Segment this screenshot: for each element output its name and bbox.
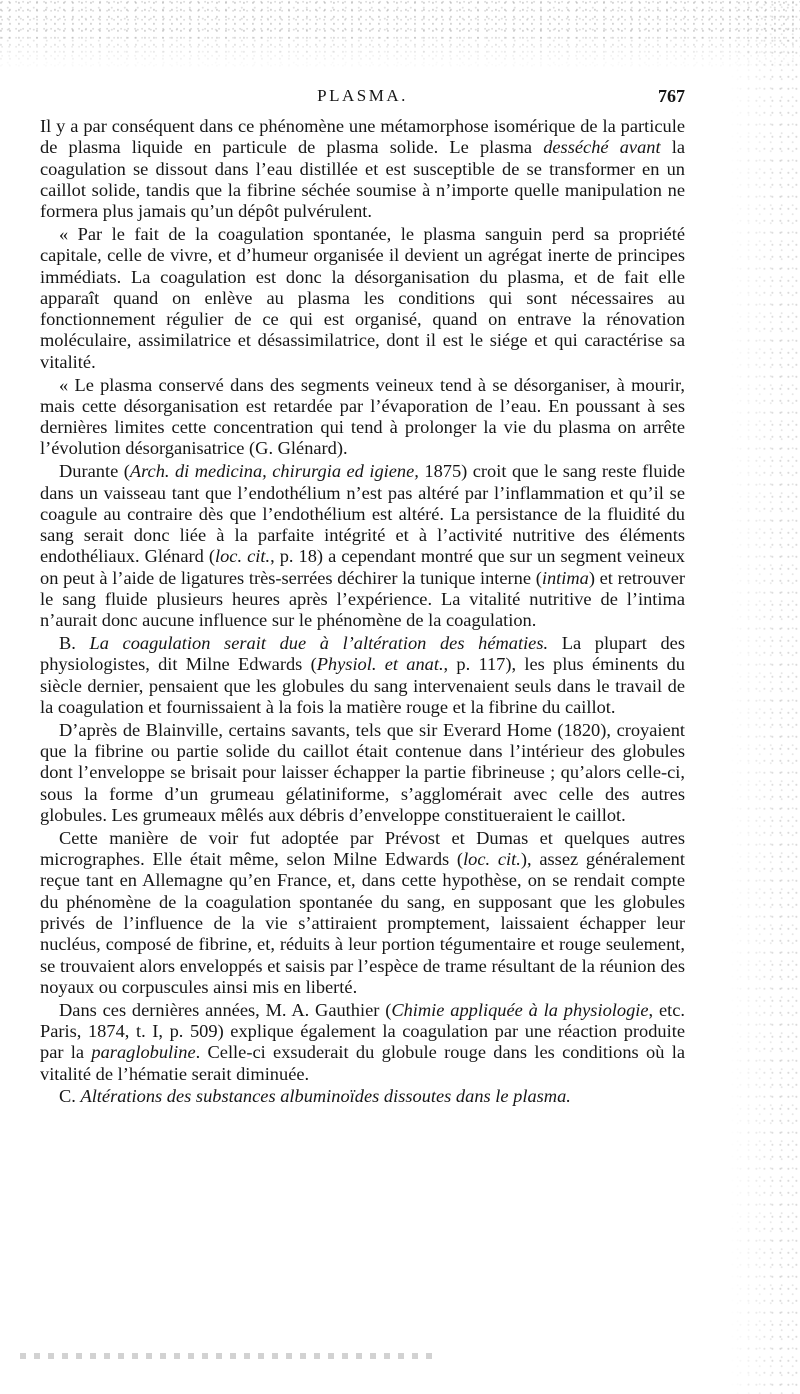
text-run: , p. 18) a cependant montré que sur un segment veineux on peut à l’aide de ligatures très-serrées déchirer la tunique interne ( xyxy=(40,546,685,588)
paragraph-isomeric-metamorphosis xyxy=(40,116,685,222)
text-run: , p. 117), les plus éminents du siècle dernier, pensaient que les globules du sang intervenaient seuls dans le travail de la coagulation et fournissaient à la fois la matière rouge et la fibrine du caillot. xyxy=(40,654,685,718)
italic-run: Chimie appliquée à la physiologie xyxy=(391,999,649,1020)
text-run: la coagulation se dissout dans l’eau distillée et est susceptible de se transformer en un caillot solide, tandis que la fibrine séchée soumise à n’importe quelle manipulation ne formera plus jamais qu’un dépôt pulvérulent. xyxy=(40,137,686,222)
text-run: La plupart des physiologistes, dit Milne Edwards ( xyxy=(40,633,685,675)
paragraph-gauthier xyxy=(40,1000,685,1085)
italic-run: Altérations des substances albuminoïdes dissoutes dans le plasma. xyxy=(80,1086,571,1107)
paragraph-prevost-dumas xyxy=(40,828,685,998)
running-title: PLASMA. xyxy=(317,86,408,105)
italic-run: Physiol. et anat. xyxy=(316,654,444,675)
italic-run: Arch. di medicina, chirurgia ed igiene, xyxy=(129,461,419,482)
text-run: Cette manière de voir fut adoptée par Prévost et Dumas et quelques autres micrographes. Elle était même, selon Milne Edwards ( xyxy=(40,827,685,870)
text-run: , etc. Paris, 1874, t. I, p. 509) explique également la coagulation par une réaction produite par la xyxy=(40,999,685,1063)
text-run: ) et retrouver le sang fluide plusieurs heures après l’expérience. La vitalité nutritive de l’intima n’aurait donc aucune influence sur le phénomène de la coagulation. xyxy=(40,567,685,631)
text-run: « Le plasma conservé dans des segments veineux tend à se désorganiser, à mourir, mais cette désorganisation est retardée par l’évaporation de l’eau. En poussant à ses dernières limites cette concentration qui tend à prolonger la vie du plasma on arrête l’évolution désorganisatrice (G. Glénard). xyxy=(40,374,685,459)
page-number: 767 xyxy=(658,86,685,106)
text-run: Dans ces dernières années, M. A. Gauthier ( xyxy=(59,999,392,1020)
text-run: C. xyxy=(59,1086,81,1107)
text-run: 1875) croit que le sang reste fluide dans un vaisseau tant que l’endothélium n’est pas altéré par l’inflammation et qu’il se coagule au contraire dès que l’endothélium est altéré. La persistance de la fluidité du sang serait donc liée à la parfaite intégrité et à l’activité nutritive des éléments endothéliaux. Glénard ( xyxy=(40,461,686,567)
text-run: ), assez généralement reçue tant en Allemagne qu’en France, et, dans cette hypothèse, on se rendait compte du phénomène de la coagulation spontanée du sang, en supposant que les globules privés de l’influence de la vie s’attiraient promptement, laissaient échapper leur nucléus, composé de fibrine, et, réduits à leur portion tégumentaire et rouge seulement, se trouvaient alors enveloppés et saisis par l’espèce de trame résultant de la réunion des noyaux ou corpuscules ainsi mis en liberté. xyxy=(40,849,685,997)
text-run: . Celle-ci exsuderait du globule rouge dans les conditions où la vitalité de l’hématie serait diminuée. xyxy=(40,1042,685,1084)
text-run: « Par le fait de la coagulation spontanée, le plasma sanguin perd sa propriété capitale, celle de vivre, et d’humeur organisée il devient un agrégat inerte de principes immédiats. La coagulation est donc la désorganisation du plasma, et de fait elle apparaît quand on enlève au plasma les conditions qui sont nécessaires au fonctionnement régulier de ce qui est organisé, quand on entrave la rénovation moléculaire, assimilatrice et désassimilatrice, dont il est le siége et qui caractérise sa vitalité. xyxy=(40,223,685,372)
text-run: B. xyxy=(59,633,90,654)
text-run: Durante ( xyxy=(59,461,130,482)
italic-run: loc. cit. xyxy=(463,849,521,870)
italic-run: desséché avant xyxy=(543,137,661,158)
paragraph-venous-segments xyxy=(40,375,685,460)
text-run: Il y a par conséquent dans ce phénomène une métamorphose isomérique de la particule de plasma liquide en particule de plasma solide. Le plasma xyxy=(40,116,685,158)
scan-noise-right xyxy=(730,0,800,1394)
scan-noise-bottom xyxy=(20,1353,440,1359)
paragraph-blainville xyxy=(40,720,685,826)
scan-noise-top xyxy=(0,0,800,70)
italic-run: La coagulation serait due à l’altération des hématies. xyxy=(89,633,549,654)
italic-run: loc. cit. xyxy=(215,546,271,567)
text-column xyxy=(40,116,685,1109)
paragraph-section-b xyxy=(40,633,685,718)
italic-run: paraglobuline xyxy=(91,1042,196,1063)
paragraph-durante xyxy=(40,461,685,631)
paragraph-section-c xyxy=(40,1086,685,1107)
paragraph-spontaneous-coagulation xyxy=(40,224,685,373)
text-run: D’après de Blainville, certains savants, tels que sir Everard Home (1820), croyaient que la fibrine ou partie solide du caillot était contenue dans l’intérieur des globules dont l’enveloppe se brisait pour laisser échapper la partie fibrineuse ; qu’alors celle-ci, sous la forme d’un grumeau gélatiniforme, s’agglomérait avec celle des autres globules. Les grumeaux mêlés aux débris d’enveloppe constitueraient le caillot. xyxy=(40,719,685,825)
italic-run: intima xyxy=(541,567,589,588)
running-head xyxy=(40,86,685,112)
